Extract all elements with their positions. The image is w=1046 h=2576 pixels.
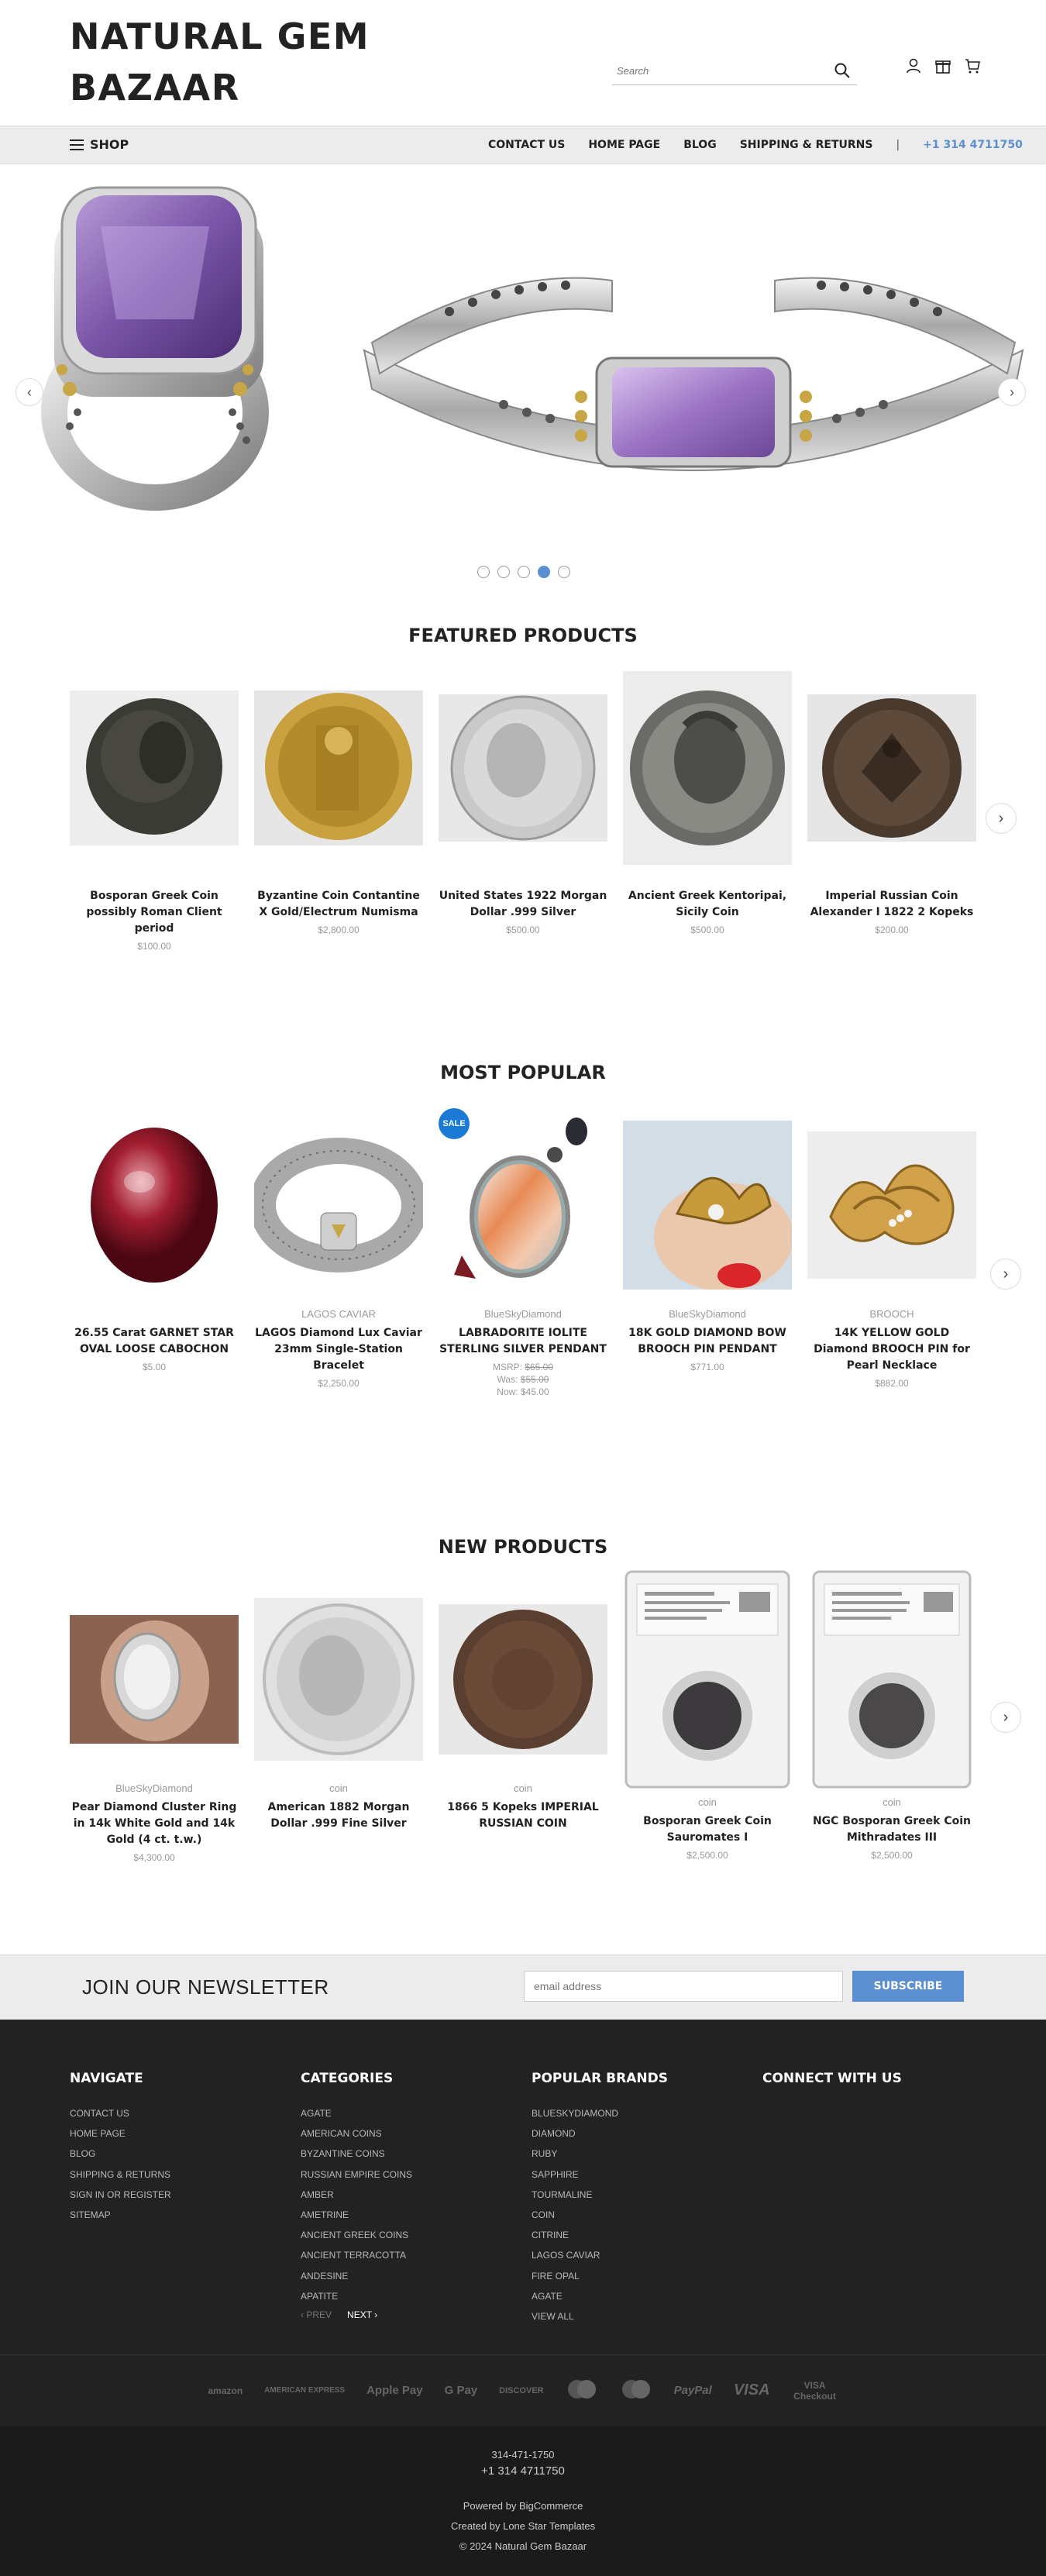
main-nav-bar [0,126,1046,164]
category-link[interactable]: AMERICAN COINS [301,2128,382,2140]
product-name[interactable]: 14K YELLOW GOLD Diamond BROOCH PIN for Pearl Necklace [814,1327,970,1372]
brand-link[interactable]: BLUESKYDIAMOND [532,2108,619,2119]
category-link[interactable]: ANCIENT TERRACOTTA [301,2250,407,2261]
nav-link-shipping[interactable]: SHIPPING & RETURNS [739,139,873,151]
product-image[interactable] [254,1108,423,1302]
product-image[interactable] [439,1604,607,1755]
featured-products-carousel [70,671,984,952]
product-name[interactable]: LABRADORITE IOLITE STERLING SILVER PENDANT [439,1327,607,1355]
product-name[interactable]: LAGOS Diamond Lux Caviar 23mm Single-Station Bracelet [255,1327,422,1372]
mastercard-icon [566,2378,598,2403]
footer-link[interactable]: HOME PAGE [70,2128,126,2140]
payment-icons [0,2354,1046,2426]
product-name[interactable]: United States 1922 Morgan Dollar .999 Silver [439,890,607,918]
newsletter-bar [0,1954,1046,2020]
discover-icon: DISCOVER [499,2385,544,2395]
product-name[interactable]: Bosporan Greek Coin possibly Roman Client period [86,890,222,935]
footer-navigate [70,2071,287,2225]
logo-line-2: BAZAAR [70,67,240,108]
product-price: $500.00 [506,925,540,935]
new-products-next-arrow[interactable]: › [990,1702,1021,1733]
brand-link[interactable]: TOURMALINE [532,2189,593,2200]
slide-dot-3[interactable] [518,566,530,578]
product-card[interactable] [254,1598,423,1835]
product-name[interactable]: Imperial Russian Coin Alexander I 1822 2 Kopeks [810,890,974,918]
product-image[interactable] [439,1108,607,1302]
slide-dot-1[interactable] [477,566,490,578]
site-header [0,0,1046,126]
nav-links [488,139,1023,151]
categories-prev-button[interactable]: ‹ PREV [301,2309,332,2321]
product-price: $100.00 [137,941,171,952]
google-pay-icon: G Pay [444,2384,478,2397]
mastercard-icon [620,2378,652,2403]
footer-link[interactable]: SITEMAP [70,2209,111,2221]
footer-connect [762,2071,979,2103]
product-brand [70,1308,239,1322]
site-logo[interactable] [70,11,395,113]
hamburger-icon [70,139,84,150]
sale-badge: SALE [439,1108,470,1139]
slide-dot-4[interactable] [538,566,550,578]
category-link[interactable]: APATITE [301,2290,339,2302]
footer-categories [301,2071,518,2320]
product-name[interactable]: Bosporan Greek Coin Sauromates I [643,1815,772,1844]
footer-link[interactable]: SIGN IN OR REGISTER [70,2189,171,2200]
footer-link[interactable]: CONTACT US [70,2108,129,2119]
visa-checkout-icon: VISA Checkout [793,2379,836,2402]
product-card[interactable] [439,671,607,936]
hero-next-arrow[interactable]: › [998,378,1026,406]
brand-link[interactable]: AGATE [532,2290,563,2302]
product-price: $771.00 [690,1362,724,1372]
product-image[interactable] [623,671,792,865]
product-name[interactable]: Pear Diamond Cluster Ring in 14k White Gold and 14k Gold (4 ct. t.w.) [71,1801,237,1846]
product-card[interactable] [807,671,976,936]
brand-view-all-link[interactable]: VIEW ALL [532,2311,574,2323]
footer-connect-title: CONNECT WITH US [762,2071,902,2086]
account-icon[interactable] [905,57,922,74]
product-image[interactable] [70,671,239,865]
product-brand: BlueSkyDiamond [115,1782,193,1794]
newsletter-title: JOIN OUR NEWSLETTER [82,1975,329,1999]
product-brand: LAGOS CAVIAR [301,1308,376,1320]
apple-pay-icon: Apple Pay [366,2384,423,2397]
product-name[interactable]: Ancient Greek Kentoripai, Sicily Coin [628,890,787,918]
product-image[interactable] [623,1569,792,1790]
newsletter-email-input[interactable] [524,1971,843,2002]
brand-link[interactable]: SAPPHIRE [532,2168,579,2180]
product-card[interactable] [254,671,423,936]
hero-bracelet-image [349,250,1038,474]
product-card[interactable] [807,1108,976,1390]
product-brand: coin [514,1782,532,1794]
product-price: $2,250.00 [318,1378,360,1389]
was-line: Was: $55.00 [497,1374,549,1385]
product-image[interactable] [807,1569,976,1790]
product-card[interactable] [623,1569,792,1861]
header-icons [905,57,982,77]
brand-link[interactable]: FIRE OPAL [532,2270,580,2282]
search-icon[interactable] [834,62,851,79]
product-brand [623,871,792,885]
gift-icon[interactable] [934,57,951,74]
product-name[interactable]: 18K GOLD DIAMOND BOW BROOCH PIN PENDANT [628,1327,786,1355]
subscribe-button[interactable]: SUBSCRIBE [852,1971,964,2002]
product-brand [439,871,607,885]
nav-separator: | [896,139,900,151]
product-brand [70,871,239,885]
footer-bottom [0,2426,1046,2576]
footer-brands [532,2071,748,2326]
product-brand: coin [883,1796,901,1808]
copyright: © 2024 Natural Gem Bazaar [459,2540,587,2552]
product-image[interactable] [807,671,976,865]
popular-next-arrow[interactable]: › [990,1259,1021,1290]
hero-ring-image [15,180,294,513]
footer-phone-2[interactable]: +1 314 4711750 [481,2464,565,2478]
visa-icon: VISA [733,2381,770,2399]
featured-products-title: FEATURED PRODUCTS [408,625,638,646]
shop-label: SHOP [90,137,129,152]
msrp-line: MSRP: $65.00 [492,1362,554,1372]
footer-categories-title: CATEGORIES [301,2071,394,2086]
product-name[interactable]: 26.55 Carat GARNET STAR OVAL LOOSE CABOCHON [74,1327,234,1355]
product-card[interactable] [807,1569,976,1861]
product-name[interactable]: American 1882 Morgan Dollar .999 Fine Silver [267,1801,410,1830]
product-price-block [439,1361,607,1398]
product-brand [807,871,976,885]
featured-next-arrow[interactable]: › [986,803,1017,834]
product-card[interactable] [70,1108,239,1373]
product-image[interactable] [254,1598,423,1761]
nav-link-contact[interactable]: CONTACT US [488,139,566,151]
product-card[interactable] [70,1606,239,1864]
brand-link[interactable]: LAGOS CAVIAR [532,2250,600,2261]
product-card[interactable] [70,671,239,952]
powered-by[interactable]: Powered by BigCommerce [463,2500,583,2512]
product-price: $2,800.00 [318,925,360,935]
product-brand: BlueSkyDiamond [669,1308,746,1320]
now-line: Now: $45.00 [497,1386,549,1397]
product-image[interactable] [439,671,607,865]
footer-phone-1[interactable]: 314-471-1750 [491,2449,555,2461]
search-box [612,56,857,85]
product-image[interactable] [70,1606,239,1753]
product-price: $200.00 [875,925,909,935]
cart-icon[interactable] [964,57,981,74]
most-popular-title: MOST POPULAR [440,1062,606,1083]
category-link[interactable]: AGATE [301,2108,332,2119]
product-price: $5.00 [142,1362,167,1372]
category-link[interactable]: AMETRINE [301,2209,349,2221]
category-link[interactable]: AMBER [301,2189,334,2200]
nav-link-blog[interactable]: BLOG [683,139,717,151]
product-card[interactable] [623,1108,792,1373]
product-price: $2,500.00 [871,1850,913,1861]
search-input[interactable] [617,62,818,79]
product-brand: BlueSkyDiamond [484,1308,562,1320]
product-image[interactable] [254,671,423,865]
product-price: $4,300.00 [133,1852,175,1863]
product-brand [254,871,423,885]
shop-menu-button[interactable] [70,137,129,152]
categories-next-button[interactable]: NEXT › [347,2309,378,2321]
category-link[interactable]: ANCIENT GREEK COINS [301,2230,409,2241]
site-footer [0,2020,1046,2354]
category-link[interactable]: ANDESINE [301,2270,349,2282]
amex-icon: AMERICAN EXPRESS [264,2386,346,2395]
amazon-pay-icon: amazon [208,2385,243,2396]
categories-pager [301,2309,518,2320]
product-name[interactable]: NGC Bosporan Greek Coin Mithradates III [812,1815,972,1844]
slide-dot-5[interactable] [558,566,570,578]
product-name[interactable]: 1866 5 Kopeks IMPERIAL RUSSIAN COIN [447,1801,599,1830]
nav-link-home[interactable]: HOME PAGE [588,139,661,151]
product-image[interactable] [807,1108,976,1302]
product-brand: coin [698,1796,717,1808]
product-card[interactable] [623,671,792,936]
product-price: $500.00 [690,925,724,935]
footer-link[interactable]: SHIPPING & RETURNS [70,2168,171,2180]
most-popular-carousel [70,1108,984,1397]
product-image[interactable] [623,1108,792,1302]
brand-link[interactable]: DIAMOND [532,2128,576,2140]
category-link[interactable]: BYZANTINE COINS [301,2148,385,2160]
footer-link[interactable]: BLOG [70,2148,96,2160]
product-card[interactable] [254,1108,423,1390]
footer-navigate-title: NAVIGATE [70,2071,143,2086]
product-card[interactable] [439,1108,607,1398]
footer-brands-title: POPULAR BRANDS [532,2071,668,2086]
product-price: $2,500.00 [686,1850,728,1861]
product-image[interactable] [70,1108,239,1302]
product-name[interactable]: Byzantine Coin Contantine X Gold/Electrum Numisma [257,890,420,918]
paypal-icon: PayPal [673,2384,712,2397]
brand-link[interactable]: RUBY [532,2148,558,2160]
product-card[interactable] [439,1604,607,1835]
slide-dot-2[interactable] [497,566,510,578]
nav-phone-link[interactable]: +1 314 4711750 [923,139,1023,151]
product-price: $882.00 [875,1378,909,1389]
created-by[interactable]: Created by Lone Star Templates [450,2520,596,2532]
category-link[interactable]: RUSSIAN EMPIRE COINS [301,2168,413,2180]
product-brand: BROOCH [869,1308,914,1320]
hero-prev-arrow[interactable]: ‹ [15,378,43,406]
product-brand: coin [329,1782,348,1794]
brand-link[interactable]: COIN [532,2209,555,2221]
logo-line-1: NATURAL GEM [70,15,370,57]
hero-slider [0,164,1046,598]
new-products-title: NEW PRODUCTS [438,1536,608,1558]
brand-link[interactable]: CITRINE [532,2230,569,2241]
new-products-carousel [70,1582,984,1863]
hero-slide-dots [477,566,570,578]
